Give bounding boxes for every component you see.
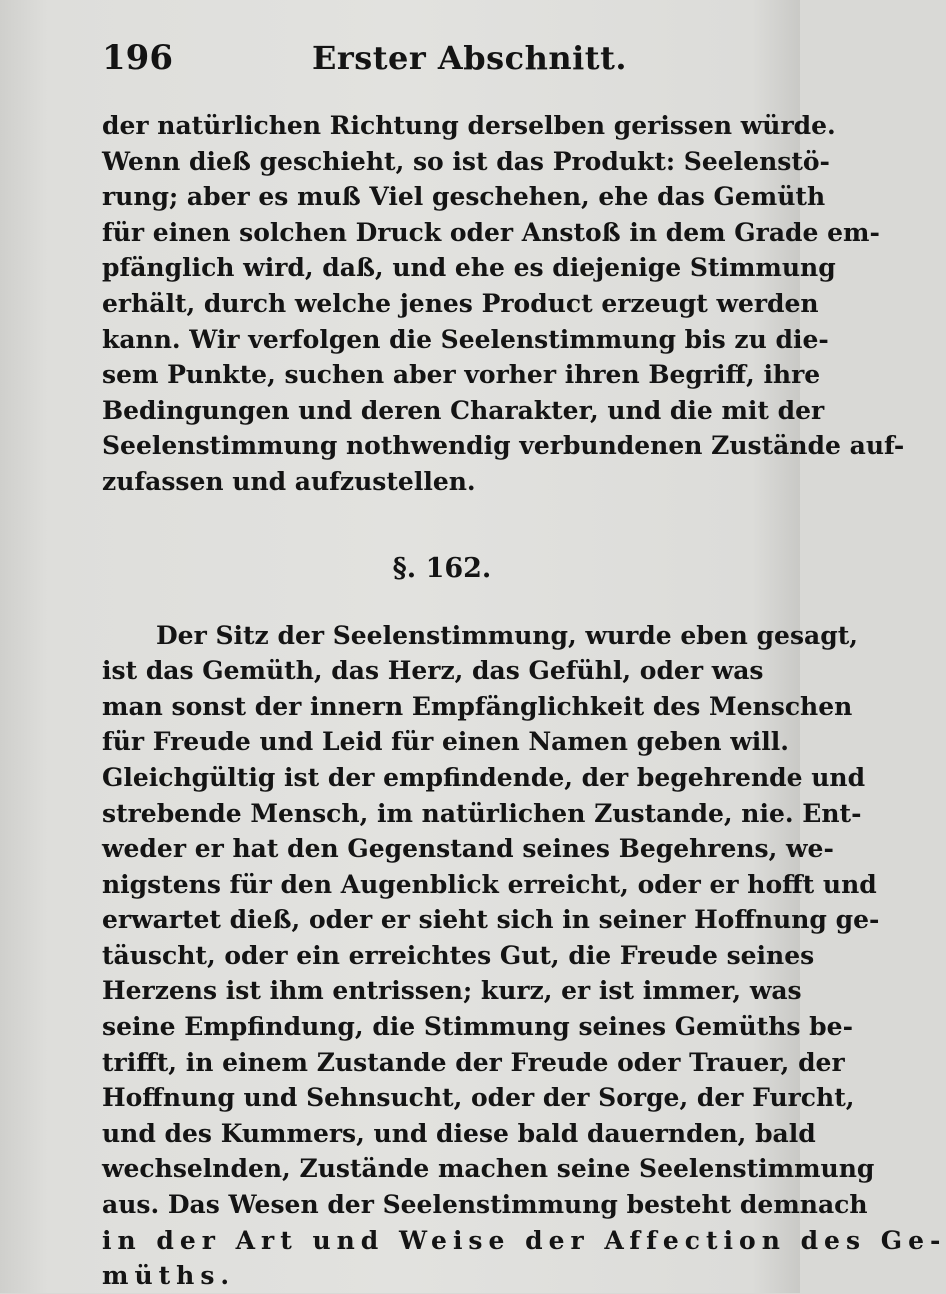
paragraph-2: [102, 618, 946, 1294]
text-line: für einen solchen Druck oder Anstoß in dem Grade em-: [102, 217, 880, 247]
text-line: Seelenstimmung nothwendig verbundenen Zustände auf-: [102, 431, 905, 461]
page-number: 196: [102, 38, 173, 78]
text-line: Wenn dieß geschieht, so ist das Produkt: Seelenstö-: [102, 146, 830, 176]
section-heading: §. 162.: [392, 552, 492, 584]
text-line: man sonst der innern Empfänglichkeit des Menschen: [102, 691, 853, 721]
text-line: kann. Wir verfolgen die Seelenstimmung bis zu die-: [102, 324, 829, 354]
text-line: weder er hat den Gegenstand seines Begehrens, we-: [102, 834, 834, 864]
text-line: erhält, durch welche jenes Product erzeugt werden: [102, 288, 819, 318]
text-line: rung; aber es muß Viel geschehen, ehe das Gemüth: [102, 182, 826, 212]
text-line: strebende Mensch, im natürlichen Zustande, nie. Ent-: [102, 798, 862, 828]
text-line: Bedingungen und deren Charakter, und die mit der: [102, 395, 825, 425]
text-line: und des Kummers, und diese bald dauernden, bald: [102, 1118, 816, 1148]
text-line: nigstens für den Augenblick erreicht, oder er hofft und: [102, 869, 877, 899]
text-line: der natürlichen Richtung derselben gerissen würde.: [102, 111, 836, 140]
text-line: sem Punkte, suchen aber vorher ihren Begriff, ihre: [102, 360, 821, 390]
running-head: Erster Abschnitt.: [312, 39, 627, 77]
text-line: wechselnden, Zustände machen seine Seelenstimmung: [102, 1154, 875, 1184]
text-line: Herzens ist ihm entrissen; kurz, er ist immer, was: [102, 976, 802, 1006]
text-line: aus. Das Wesen der Seelenstimmung besteht demnach: [102, 1190, 868, 1220]
text-line: müths.: [102, 1261, 236, 1291]
text-line: trifft, in einem Zustande der Freude oder Trauer, der: [102, 1047, 845, 1077]
text-line: Der Sitz der Seelenstimmung, wurde eben gesagt,: [156, 620, 858, 650]
text-line: täuscht, oder ein erreichtes Gut, die Freude seines: [102, 940, 815, 970]
text-line: erwartet dieß, oder er sieht sich in seiner Hoffnung ge-: [102, 905, 880, 935]
text-line: Gleichgültig ist der empfindende, der begehrende und: [102, 762, 866, 792]
text-line: ist das Gemüth, das Herz, das Gefühl, oder was: [102, 656, 764, 686]
text-line: zufassen und aufzustellen.: [102, 466, 476, 496]
text-line: seine Empfindung, die Stimmung seines Gemüths be-: [102, 1012, 853, 1042]
paragraph-1: [102, 108, 905, 500]
text-line: in der Art und Weise der Affection des Ge-: [102, 1225, 946, 1255]
text-line: Hoffnung und Sehnsucht, oder der Sorge, der Furcht,: [102, 1083, 855, 1113]
page-header: [102, 38, 762, 88]
text-line: pfänglich wird, daß, und ehe es diejenige Stimmung: [102, 253, 836, 283]
text-line: für Freude und Leid für einen Namen geben will.: [102, 727, 789, 757]
